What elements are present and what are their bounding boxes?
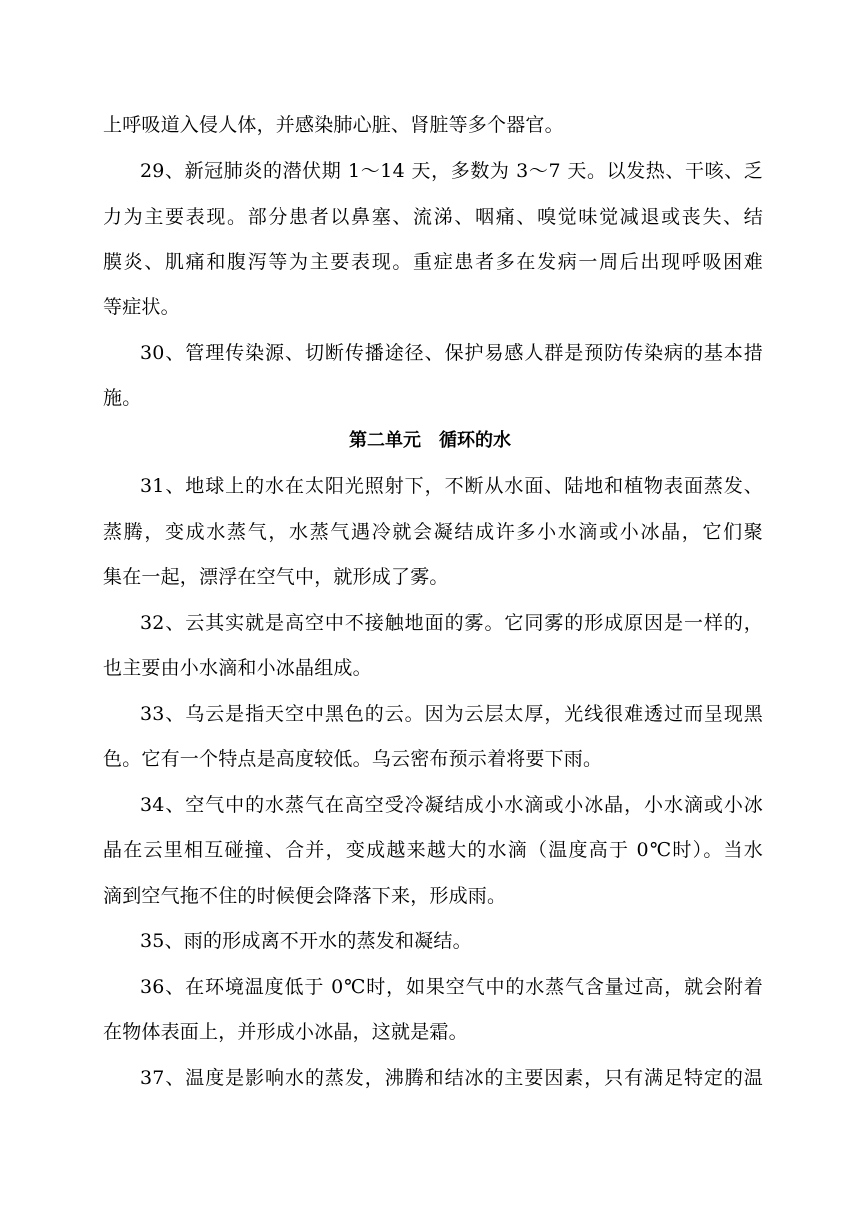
paragraph-line: 力为主要表现。部分患者以鼻塞、流涕、咽痛、嗅觉味觉减退或丧失、结 [103,206,763,228]
paragraph-line: 晶在云里相互碰撞、合并，变成越来越大的水滴（温度高于 0℃时）。当水 [103,839,763,861]
paragraph-line: 也主要由小水滴和小冰晶组成。 [103,657,372,679]
paragraph-line: 膜炎、肌痛和腹泻等为主要表现。重症患者多在发病一周后出现呼吸困难 [103,251,763,273]
paragraph-line: 29、新冠肺炎的潜伏期 1～14 天，多数为 3～7 天。以发热、干咳、乏 [140,160,763,182]
paragraph-line: 集在一起，漂浮在空气中，就形成了雾。 [103,566,449,588]
paragraph-line: 30、管理传染源、切断传播途径、保护易感人群是预防传染病的基本措 [140,342,763,364]
paragraph-continuation: 上呼吸道入侵人体，并感染肺心脏、肾脏等多个器官。 [103,114,564,136]
paragraph-line: 31、地球上的水在太阳光照射下，不断从水面、陆地和植物表面蒸发、 [140,475,763,497]
paragraph-line: 在物体表面上，并形成小冰晶，这就是霜。 [103,1021,468,1043]
paragraph-line: 36、在环境温度低于 0℃时，如果空气中的水蒸气含量过高，就会附着 [140,976,763,998]
paragraph-line: 色。它有一个特点是高度较低。乌云密布预示着将要下雨。 [103,748,603,770]
paragraph-line: 蒸腾，变成水蒸气，水蒸气遇冷就会凝结成许多小水滴或小冰晶，它们聚 [103,521,763,543]
paragraph-line: 37、温度是影响水的蒸发，沸腾和结冰的主要因素，只有满足特定的温 [140,1067,763,1089]
paragraph-line: 33、乌云是指天空中黑色的云。因为云层太厚，光线很难透过而呈现黑 [140,703,763,725]
paragraph-line: 等症状。 [103,296,180,318]
section-heading: 第二单元 循环的水 [349,430,511,451]
paragraph-line: 施。 [103,387,142,409]
paragraph-line: 32、云其实就是高空中不接触地面的雾。它同雾的形成原因是一样的， [140,612,763,634]
paragraph-line: 滴到空气拖不住的时候便会降落下来，形成雨。 [103,885,507,907]
paragraph-line: 35、雨的形成离不开水的蒸发和凝结。 [140,930,472,952]
paragraph-line: 34、空气中的水蒸气在高空受冷凝结成小水滴或小冰晶，小水滴或小冰 [140,794,763,816]
